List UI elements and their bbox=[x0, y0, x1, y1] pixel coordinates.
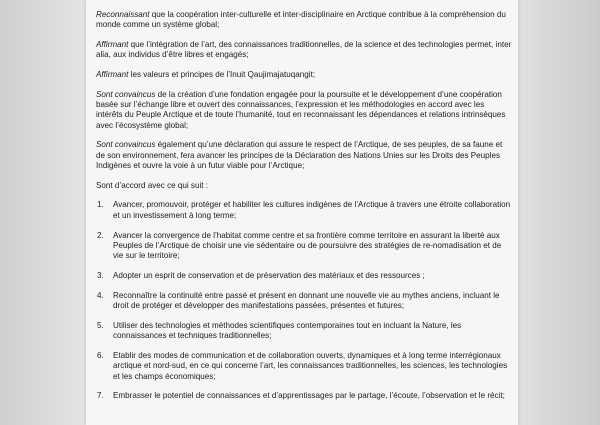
article-text: Utiliser des technologies et méthodes scientifiques contemporaines tout en incluant la Nature, les connaissances et techniques traditionnelles; bbox=[113, 320, 462, 341]
article-text: Adopter un esprit de conservation et de préservation des matériaux et des ressources ; bbox=[113, 271, 425, 281]
article-number: 3. bbox=[97, 271, 104, 281]
preamble-paragraph: Affirmant que l’intégration de l’art, des connaissances traditionnelles, de la science et des technologies permet, inter alia, aux individus d’être libres et engagés; bbox=[96, 40, 512, 60]
article-number: 4. bbox=[97, 290, 104, 300]
article-text: Avancer la convergence de l’habitat comme centre et sa frontière comme territoire en assurant la liberté aux Peuples de l’Arctique de choisir une vie sédentaire ou de poursuivre des stratégies de re-nomadisation et de vie sur le territoire; bbox=[113, 230, 502, 261]
article-item bbox=[96, 351, 512, 382]
background-wall-left bbox=[0, 0, 86, 425]
document-sheet bbox=[86, 0, 518, 425]
article-item bbox=[96, 291, 512, 312]
article-text: Avancer, promouvoir, protéger et habiliter les cultures indigènes de l’Arctique à travers une étroite collaboration et un investissement à long terme; bbox=[113, 200, 511, 220]
agreement-intro: Sont d’accord avec ce qui suit : bbox=[96, 180, 209, 190]
article-item bbox=[96, 391, 512, 401]
declaration-text bbox=[96, 10, 512, 411]
article-number: 1. bbox=[97, 200, 104, 210]
article-item bbox=[96, 200, 512, 221]
article-number: 2. bbox=[97, 230, 104, 240]
article-text: Reconnaître la continuité entre passé et présent en donnant une nouvelle vie au mythes anciens, incluant le droit de protéger et développer des manifestations passées, présentes et futures; bbox=[113, 290, 500, 311]
article-number: 6. bbox=[97, 350, 104, 360]
preamble-paragraph: Sont convaincus également qu’une déclaration qui assure le respect de l’Arctique, de ses peuples, de sa faune et de son environnement, fera avancer les principes de la Déclaration des Nations Unies sur les Droits des Peuples Indigènes et ouvre la voie à un futur viable pour l’Arctique; bbox=[96, 140, 503, 171]
article-number: 7. bbox=[97, 391, 104, 401]
article-item bbox=[96, 231, 512, 262]
article-number: 5. bbox=[97, 320, 104, 330]
article-text: Embrasser le potentiel de connaissances et d’apprentissages par le partage, l’écoute, l’observation et le récit; bbox=[113, 391, 505, 401]
preamble-paragraph: Sont convaincus de la création d’une fondation engagée pour la poursuite et le développement d’une coopération basée sur l’échange libre et ouvert des connaissances, l’expression et les méthodologies en accord avec les intérêts du Peuple Arctique et de toute l’humanité, tout en reconnaissant les dépendances et relations intrinsèques avec l’écosystème global; bbox=[96, 89, 506, 130]
article-text: Etablir des modes de communication et de collaboration ouverts, dynamiques et à long terme interrégionaux arctique et nord-sud, en ce qui concerne l’art, les connaissances traditionnelles, les sciences, les technologies et les champs économiques; bbox=[113, 350, 508, 381]
preamble-paragraph: Reconnaissant que la coopération inter-culturelle et inter-disciplinaire en Arctique contribue à la compréhension du monde comme un système global; bbox=[96, 10, 506, 30]
background-wall-right bbox=[508, 0, 600, 425]
article-item bbox=[96, 271, 512, 281]
preamble-paragraph: Affirmant les valeurs et principes de l’Inuit Qaujimajatuqangit; bbox=[96, 70, 316, 79]
article-item bbox=[96, 321, 512, 342]
